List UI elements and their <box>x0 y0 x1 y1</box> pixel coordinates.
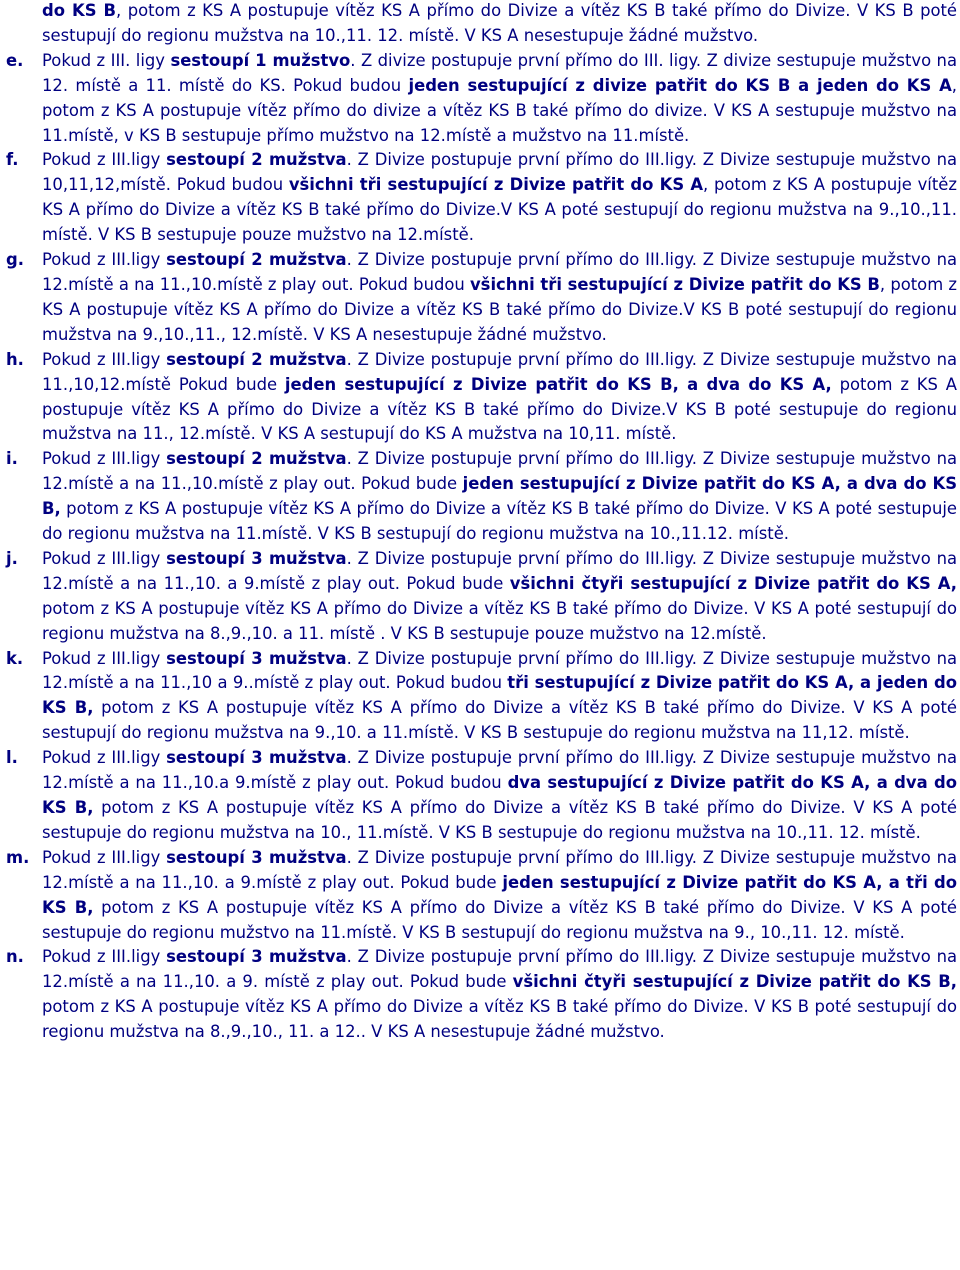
item-letter: l. <box>6 748 18 768</box>
emphasis-text: sestoupí 3 mužstva <box>166 947 347 967</box>
emphasis-text: sestoupí 3 mužstva <box>166 648 347 668</box>
item-letter: e. <box>6 50 24 70</box>
emphasis-text: jeden sestupující z Divize patřit do KS A, a tři do KS B, <box>42 872 957 917</box>
body-text: . Z Divize postupuje první přímo do III.ligy. Z Divize sestupuje mužstvo na 12.místě a na 11.,10. a 9.místě z play out. Pokud bude <box>42 548 957 593</box>
body-text: . Z Divize postupuje první přímo do III.ligy. Z Divize sestupuje mužstvo na 10,11,12,místě. Pokud budou <box>42 150 957 195</box>
body-text: . Z Divize postupuje první přímo do III.ligy. Z Divize sestupuje mužstvo na 12.místě a na 11.,10. a 9.místě z play out. Pokud bude <box>42 847 957 892</box>
emphasis-text: dva sestupující z Divize patřit do KS A, a dva do KS B, <box>42 773 958 817</box>
item-letter: i. <box>6 449 18 469</box>
rule-item <box>0 746 957 846</box>
body-text: . Z Divize postupuje první přímo do III.ligy. Z Divize sestupuje mužstvo na 11.,10,12.místě Pokud bude <box>42 349 957 394</box>
rule-item <box>0 49 957 149</box>
rule-item <box>0 547 957 647</box>
emphasis-text: sestoupí 3 mužstva <box>166 748 347 768</box>
emphasis-text: všichni čtyři sestupující z Divize patřit do KS A, <box>509 573 957 593</box>
rule-item <box>0 348 957 448</box>
emphasis-text: sestoupí 2 mužstva <box>166 449 347 469</box>
continuation-paragraph <box>0 0 957 49</box>
emphasis-text: jeden sestupující z Divize patřit do KS B, a dva do KS A, <box>284 374 832 394</box>
body-text: . Z Divize postupuje první přímo do III.ligy. Z Divize sestupuje mužstvo na 12.místě a na 11.,10.místě z play out. Pokud budou <box>42 250 957 294</box>
body-text: Pokud z III.ligy <box>42 847 167 867</box>
emphasis-text: tři sestupující z Divize patřit do KS A, a jeden do KS B, <box>42 673 957 718</box>
body-text: Pokud z III.ligy <box>42 947 167 967</box>
rule-item <box>0 846 957 946</box>
body-text: Pokud z III.ligy <box>42 548 167 568</box>
body-text: , potom z KS A postupuje vítěz KS A přímo do Divize a vítěz KS B také přímo do Divize. V KS B poté sestupují do regionu mužstva na 10.,11. 12. místě. V KS A nesestupuje žádné mužstvo. <box>42 1 958 45</box>
body-text: potom z KS A postupuje vítěz KS A přímo do Divize a vítěz KS B také přímo do Divize. V KS B poté sestupují do regionu mužstva na 8.,9.,10., 11. a 12.. V KS A nesestupuje žádné mužstvo. <box>42 997 957 1042</box>
body-text: , potom z KS A postupuje vítěz KS A přímo do Divize a vítěz KS B také přímo do Divize.V KS B poté sestupují do regionu mužstva na 9.,10.,11., 12.místě. V KS A nesestupuje žádné mužstvo. <box>42 274 957 344</box>
rules-list <box>0 49 957 1045</box>
body-text: Pokud z III.ligy <box>42 250 167 270</box>
body-text: potom z KS A postupuje vítěz KS A přímo do Divize a vítěz KS B také přímo do Divize.V KS B poté sestupuje do regionu mužstva na 11., 12.místě. V KS A sestupují do KS A mužstva na 10,11. místě. <box>42 374 957 444</box>
emphasis-text: sestoupí 3 mužstva <box>166 548 347 568</box>
body-text: Pokud z III.ligy <box>42 449 167 469</box>
rule-item <box>0 148 957 248</box>
emphasis-text: do KS B <box>42 1 116 20</box>
body-text: , potom z KS A postupuje vítěz přímo do divize a vítěz KS B také přímo do divize. V KS A sestupuje mužstvo na 11.místě, v KS B sestupuje přímo mužstvo na 12.místě a mužstvo na 11.místě. <box>42 75 957 145</box>
body-text: Pokud z III.ligy <box>42 748 167 768</box>
rule-item <box>0 248 957 348</box>
emphasis-text: jeden sestupující z divize patřit do KS B a jeden do KS A <box>408 75 952 95</box>
emphasis-text: sestoupí 3 mužstva <box>166 847 347 867</box>
item-letter: h. <box>6 349 24 369</box>
body-text: potom z KS A postupuje vítěz KS A přímo do Divize a vítěz KS B také přímo do Divize. V KS A poté sestupují do regionu mužstva na 8.,9.,10. a 11. místě . V KS B sestupuje pouze mužstvo na 12.místě. <box>42 598 957 643</box>
rule-item <box>0 647 957 747</box>
rule-item <box>0 447 957 547</box>
item-letter: g. <box>6 250 24 270</box>
body-text: . Z Divize postupuje první přímo do III.ligy. Z Divize sestupuje mužstvo na 12.místě a na 11.,10 a 9..místě z play out. Pokud budou <box>42 648 957 693</box>
body-text: potom z KS A postupuje vítěz KS A přímo do Divize a vítěz KS B také přímo do Divize. V KS A poté sestupuje do regionu mužstvo na 11.místě. V KS B sestupují do regionu mužstva na 9., 10.,11. 12. místě. <box>42 897 957 942</box>
body-text: Pokud z III.ligy <box>42 349 167 369</box>
body-text: . Z Divize postupuje první přímo do III.ligy. Z Divize sestupuje mužstvo na 12.místě a na 11.,10. a 9. místě z play out. Pokud bude <box>42 947 957 992</box>
emphasis-text: sestoupí 2 mužstva <box>166 250 347 270</box>
item-letter: m. <box>6 847 30 867</box>
emphasis-text: sestoupí 1 mužstvo <box>170 50 351 70</box>
emphasis-text: sestoupí 2 mužstva <box>166 349 347 369</box>
body-text: , potom z KS A postupuje vítěz KS A přímo do Divize a vítěz KS B také přímo do Divize.V KS A poté sestupují do regionu mužstva na 9.,10.,11. místě. V KS B sestupuje pouze mužstvo na 12.místě. <box>42 175 957 245</box>
emphasis-text: všichni tři sestupující z Divize patřit do KS A <box>288 175 704 195</box>
body-text: . Z divize postupuje první přímo do III. ligy. Z divize sestupuje mužstvo na 12. místě a 11. místě do KS. Pokud budou <box>42 50 957 95</box>
body-text: potom z KS A postupuje vítěz KS A přímo do Divize a vítěz KS B také přímo do Divize. V KS A poté sestupují do regionu mužstva na 9.,10. a 11.místě. V KS B sestupuje do regionu mužstva na 11,12. místě. <box>42 698 957 743</box>
item-letter: n. <box>6 947 24 967</box>
item-letter: j. <box>6 548 18 568</box>
body-text: potom z KS A postupuje vítěz KS A přímo do Divize a vítěz KS B také přímo do Divize. V KS A poté sestupuje do regionu mužstva na 11.místě. V KS B sestupují do regionu mužstva na 10.,11.12. místě. <box>42 499 957 544</box>
emphasis-text: sestoupí 2 mužstva <box>166 150 347 170</box>
emphasis-text: jeden sestupující z Divize patřit do KS A, a dva do KS B, <box>42 474 957 519</box>
item-letter: k. <box>6 648 24 668</box>
body-text: Pokud z III.ligy <box>42 150 167 170</box>
rule-item <box>0 945 957 1045</box>
body-text: Pokud z III. ligy <box>42 50 171 70</box>
body-text: . Z Divize postupuje první přímo do III.ligy. Z Divize sestupuje mužstvo na 12.místě a na 11.,10.místě z play out. Pokud bude <box>42 449 957 494</box>
body-text: Pokud z III.ligy <box>42 648 167 668</box>
emphasis-text: všichni čtyři sestupující z Divize patřit do KS B, <box>512 972 957 992</box>
item-letter: f. <box>6 150 19 170</box>
body-text: potom z KS A postupuje vítěz KS A přímo do Divize a vítěz KS B také přímo do Divize. V KS A poté sestupuje do regionu mužstva na 10., 11.místě. V KS B sestupuje do regionu mužstva na 10.,11. 12. místě. <box>42 798 957 842</box>
emphasis-text: všichni tři sestupující z Divize patřit do KS B <box>470 274 880 294</box>
body-text: . Z Divize postupuje první přímo do III.ligy. Z Divize sestupuje mužstvo na 12.místě a na 11.,10.a 9.místě z play out. Pokud budou <box>42 748 957 793</box>
